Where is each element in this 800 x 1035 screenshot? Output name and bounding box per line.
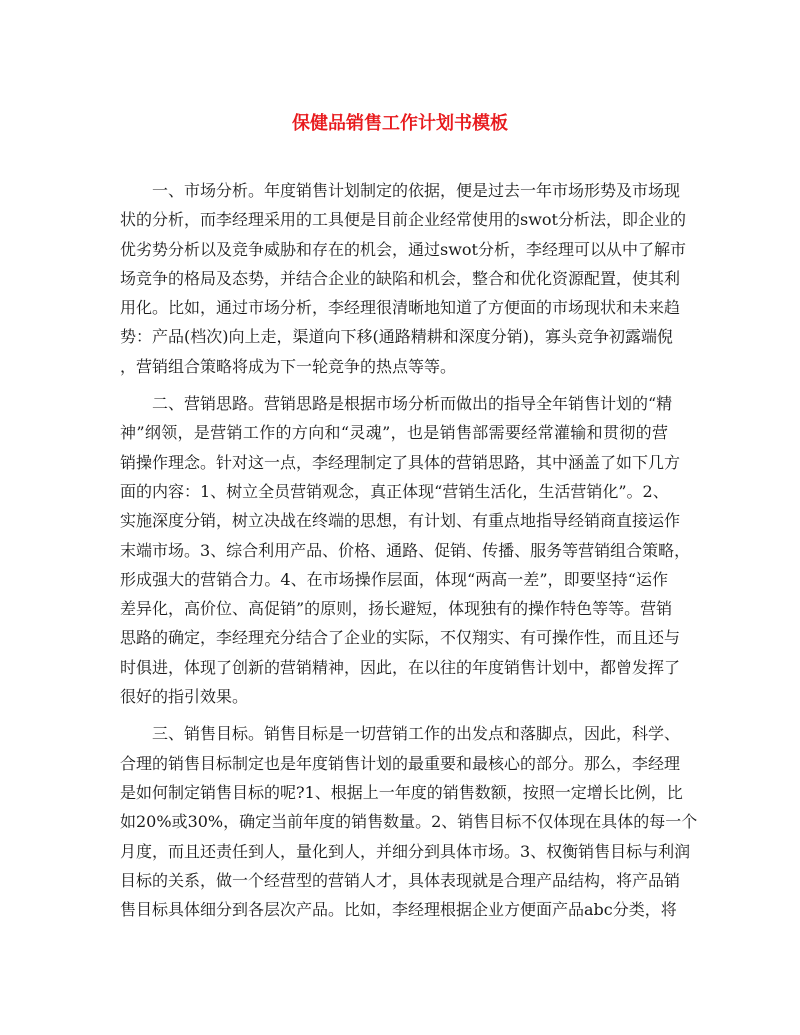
paragraph-line: 场竞争的格局及态势，并结合企业的缺陷和机会，整合和优化资源配置，使其利: [120, 268, 681, 288]
paragraph-line: 形成强大的营销合力。4、在市场操作层面，体现“两高一差”，即要坚持“运作: [120, 569, 668, 589]
paragraph-line: 一、市场分析。年度销售计划制定的依据，便是过去一年市场形势及市场现: [120, 181, 681, 200]
paragraph-line: 售目标具体细分到各层次产品。比如，李经理根据企业方便面产品abc分类，将: [120, 900, 677, 920]
paragraph-line: 面的内容：1、树立全员营销观念，真正体现“营销生活化，生活营销化”。2、: [120, 481, 669, 501]
paragraph: [120, 389, 691, 711]
paragraph-line: 很好的指引效果。: [120, 687, 249, 707]
paragraph-line: ，营销组合策略将成为下一轮竞争的热点等等。: [120, 356, 457, 376]
paragraph-line: 实施深度分销，树立决战在终端的思想，有计划、有重点地指导经销商直接运作: [120, 511, 681, 531]
paragraph-line: 状的分析，而李经理采用的工具便是目前企业经常使用的swot分析法，即企业的: [120, 210, 686, 230]
paragraph: [120, 176, 686, 381]
paragraph-line: 合理的销售目标制定也是年度销售计划的最重要和最核心的部分。那么，李经理: [120, 753, 681, 773]
paragraph-line: 用化。比如，通过市场分析，李经理很清晰地知道了方便面的市场现状和未来趋: [120, 298, 681, 318]
paragraph-line: 神”纲领，是营销工作的方向和“灵魂”，也是销售部需要经常灌输和贯彻的营: [120, 423, 668, 443]
paragraph-line: 如20%或30%，确定当前年度的销售数量。2、销售目标不仅体现在具体的每一个: [120, 812, 698, 832]
paragraph-line: 目标的关系，做一个经营型的营销人才，具体表现就是合理产品结构，将产品销: [120, 870, 681, 890]
paragraph-line: 思路的确定，李经理充分结合了企业的实际，不仅翔实、有可操作性，而且还与: [120, 628, 681, 648]
paragraph-line: 是如何制定销售目标的呢?1、根据上一年度的销售数额，按照一定增长比例，比: [120, 782, 683, 802]
paragraph-line: 三、销售目标。销售目标是一切营销工作的出发点和落脚点，因此，科学、: [120, 724, 681, 744]
paragraph-line: 末端市场。3、综合利用产品、价格、通路、促销、传播、服务等营销组合策略，: [120, 540, 691, 560]
paragraph-line: 月度，而且还责任到人，量化到人，并细分到具体市场。3、权衡销售目标与利润: [120, 841, 691, 861]
paragraph-line: 势：产品(档次)向上走，渠道向下移(通路精耕和深度分销)，寡头竞争初露端倪: [120, 327, 673, 347]
paragraph-line: 二、营销思路。营销思路是根据市场分析而做出的指导全年销售计划的“精: [120, 394, 673, 414]
document-body: [120, 176, 698, 932]
paragraph-line: 差异化，高价位、高促销”的原则，扬长避短，体现独有的操作特色等等。营销: [120, 599, 673, 619]
document-title: 保健品销售工作计划书模板: [292, 113, 508, 134]
paragraph-line: 时俱进，体现了创新的营销精神，因此，在以往的年度销售计划中，都曾发挥了: [120, 657, 681, 677]
paragraph: [120, 719, 698, 924]
paragraph-line: 销操作理念。针对这一点，李经理制定了具体的营销思路，其中涵盖了如下几方: [120, 452, 681, 472]
paragraph-line: 优劣势分析以及竞争威胁和存在的机会，通过swot分析，李经理可以从中了解市: [120, 239, 686, 259]
